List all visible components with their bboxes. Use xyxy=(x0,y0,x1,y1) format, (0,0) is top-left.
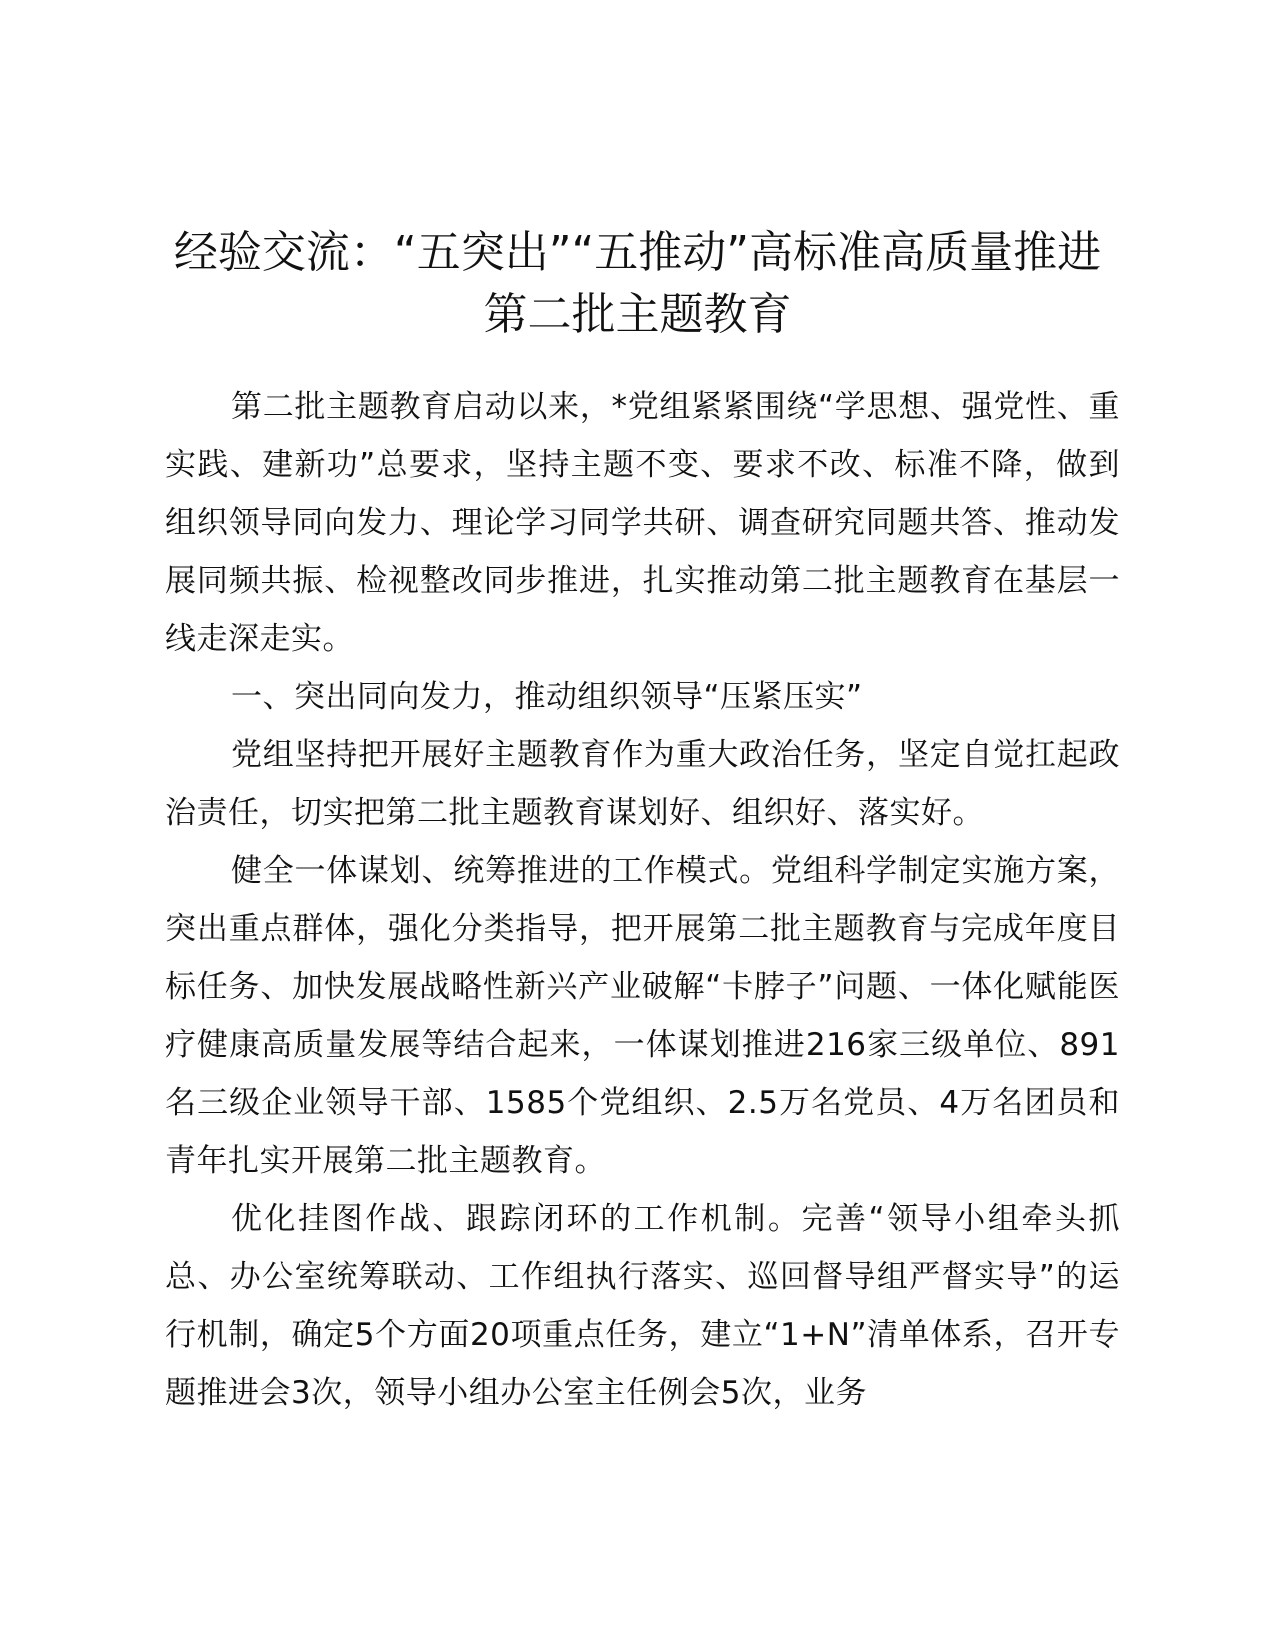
paragraph-work-mechanism: 优化挂图作战、跟踪闭环的工作机制。完善“领导小组牵头抓总、办公室统筹联动、工作组执行落实、巡回督导组严督实导”的运行机制，确定5个方面20项重点任务，建立“1+N”清单体系，召开专题推进会3次，领导小组办公室主任例会5次，业务 xyxy=(165,1201,1120,1411)
intro-paragraph: 第二批主题教育启动以来，*党组紧紧围绕“学思想、强党性、重实践、建新功”总要求，坚持主题不变、要求不改、标准不降，做到组织领导同向发力、理论学习同学共研、调查研究同题共答、推动发展同频共振、检视整改同步推进，扎实推动第二批主题教育在基层一线走深走实。 xyxy=(165,389,1120,657)
document-body xyxy=(165,378,1120,1422)
section-heading-1: 一、突出同向发力，推动组织领导“压紧压实” xyxy=(231,679,863,715)
document-title: 经验交流：“五突出”“五推动”高标准高质量推进第二批主题教育 xyxy=(173,227,1102,340)
paragraph-work-model: 健全一体谋划、统筹推进的工作模式。党组科学制定实施方案，突出重点群体，强化分类指导，把开展第二批主题教育与完成年度目标任务、加快发展战略性新兴产业破解“卡脖子”问题、一体化赋能医疗健康高质量发展等结合起来，一体谋划推进216家三级单位、891名三级企业领导干部、1585个党组织、2.5万名党员、4万名团员和青年扎实开展第二批主题教育。 xyxy=(165,853,1120,1179)
paragraph-section1-overview: 党组坚持把开展好主题教育作为重大政治任务，坚定自觉扛起政治责任，切实把第二批主题教育谋划好、组织好、落实好。 xyxy=(165,737,1120,831)
